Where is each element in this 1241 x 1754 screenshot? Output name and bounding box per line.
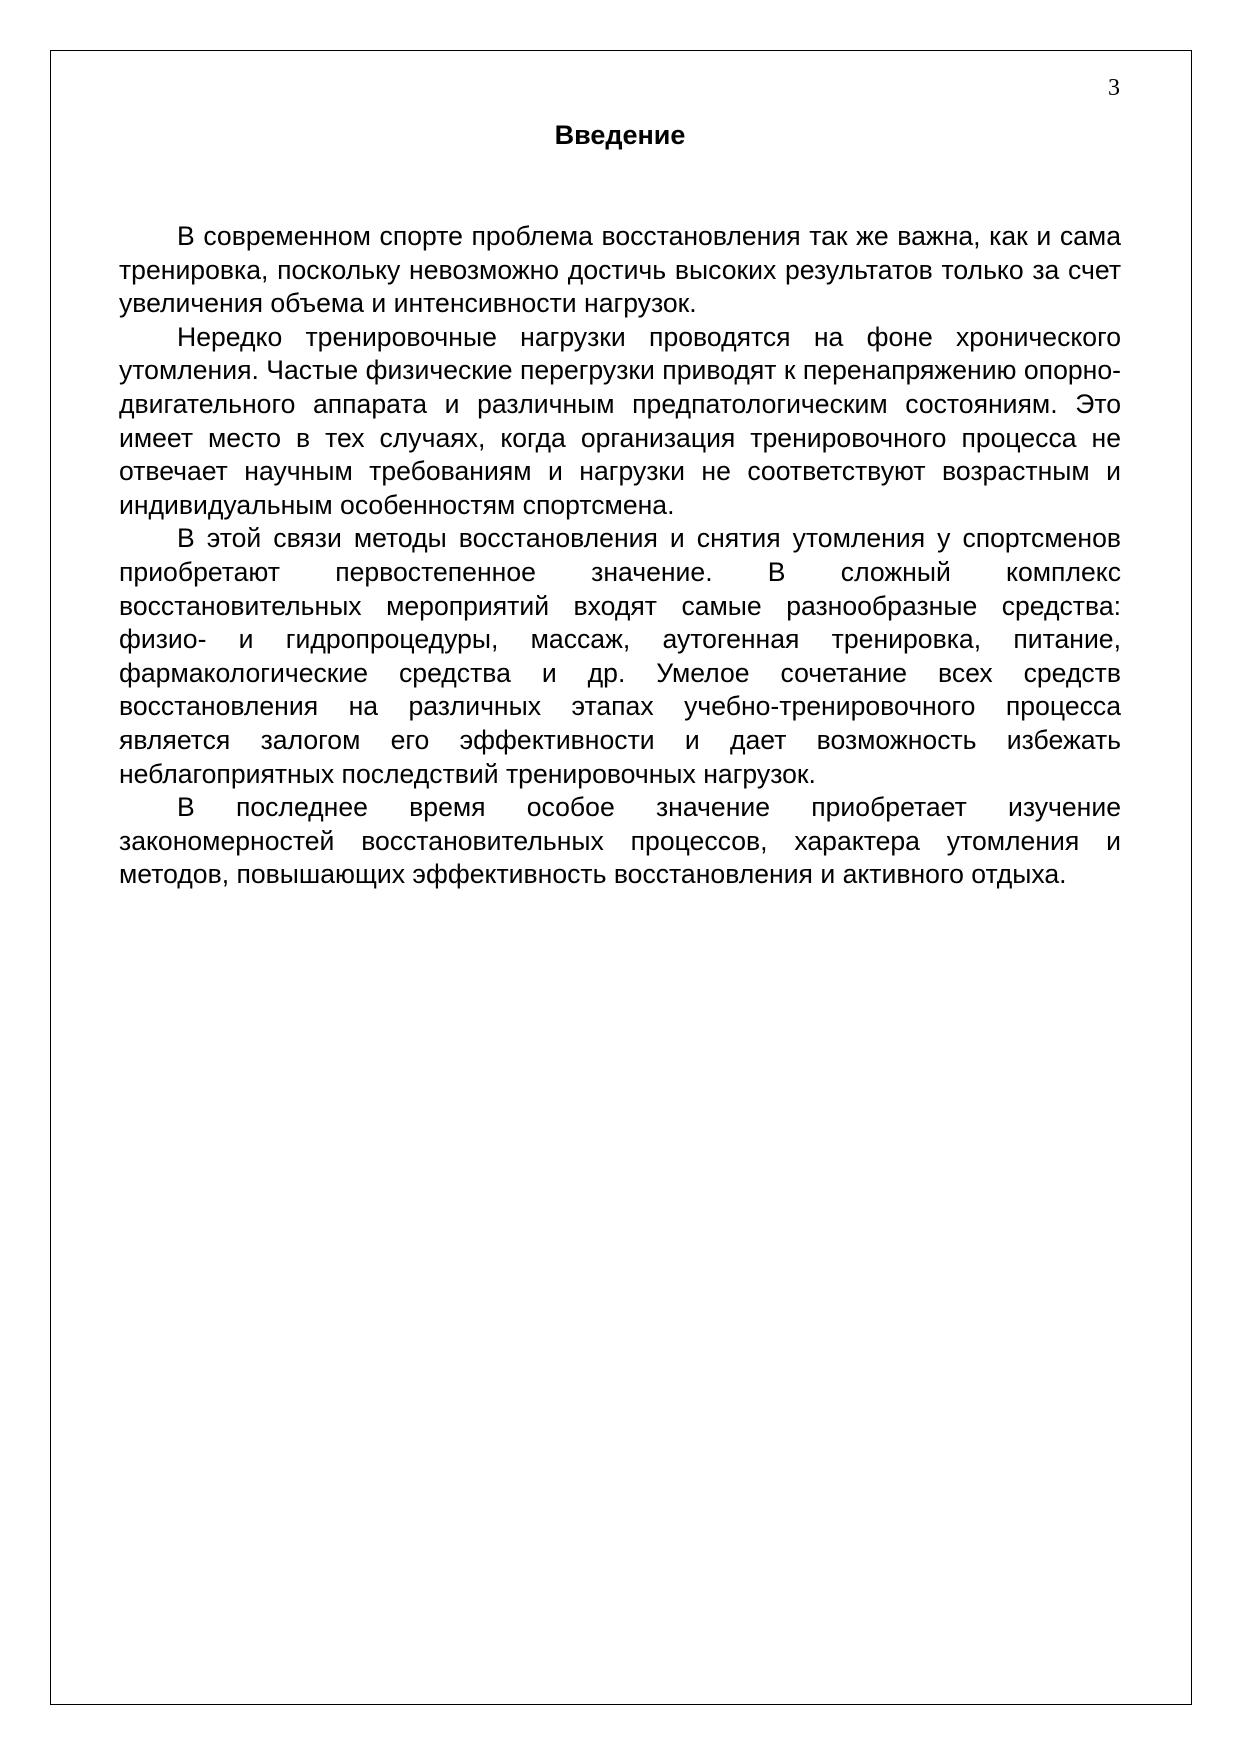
page-title: Введение [554,120,686,150]
paragraph-3: В этой связи методы восстановления и снятия утомления у спортсменов приобретают первостепенное значение. В сложный комплекс восстановительных мероприятий входят самые разнообразные средства: физио- и гидропроцедуры, массаж, аутогенная тренировка, питание, фармакологические средства и др. Умелое сочетание всех средств восстановления на различных этапах учебно-тренировочного процесса является залогом его эффективности и дает возможность избежать неблагоприятных последствий тренировочных нагрузок. [119,523,1121,789]
paragraph-4: В последнее время особое значение приобретает изучение закономерностей восстановительных процессов, характера утомления и методов, повышающих эффективность восстановления и активного отдыха. [119,792,1121,890]
page-number: 3 [1108,75,1120,101]
paragraph-2: Нередко тренировочные нагрузки проводятся на фоне хронического утомления. Частые физические перегрузки приводят к перенапряжению опорно-двигательного аппарата и различным предпатологическим состояниям. Это имеет место в тех случаях, когда организация тренировочного процесса не отвечает научным требованиям и нагрузки не соответствуют возрастным и индивидуальным особенностям спортсмена. [119,321,1121,520]
body-text [119,220,1121,892]
paragraph-1: В современном спорте проблема восстановления так же важна, как и сама тренировка, поскольку невозможно достичь высоких результатов только за счет увеличения объема и интенсивности нагрузок. [119,221,1121,319]
